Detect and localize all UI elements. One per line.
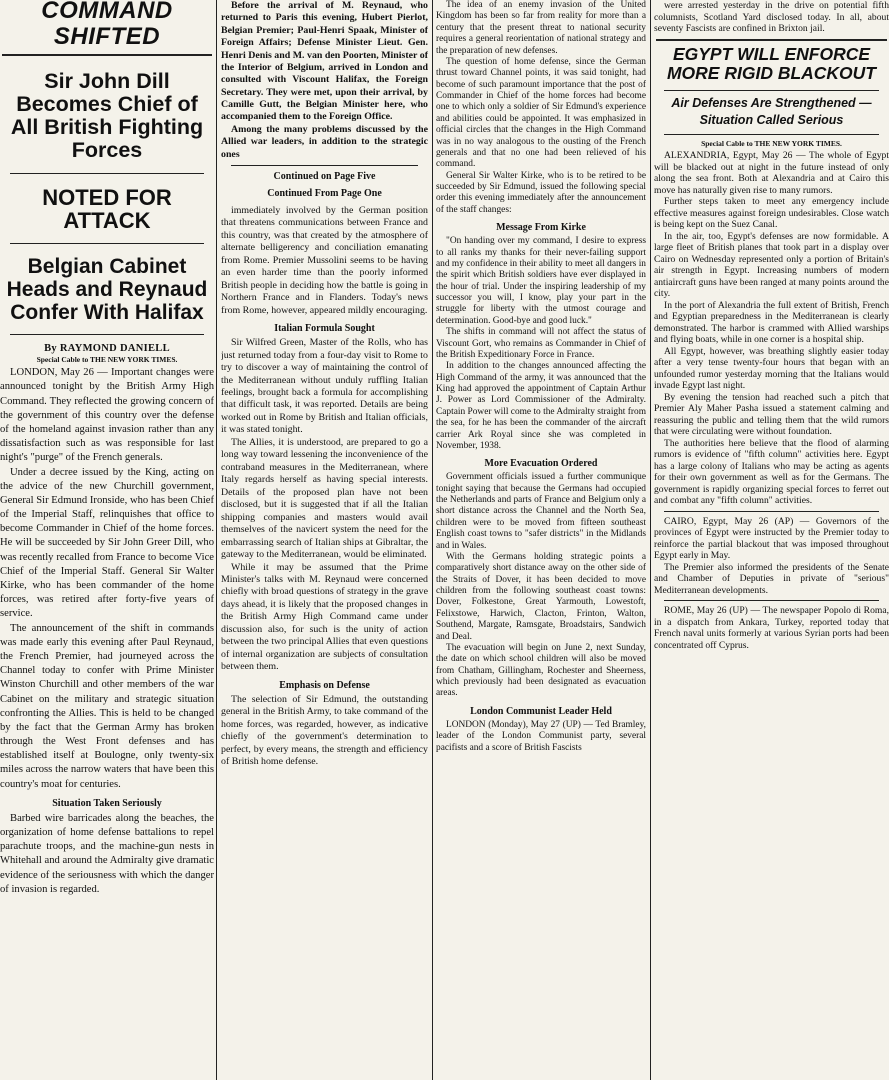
subhead: More Evacuation Ordered (484, 458, 598, 470)
article-paragraph: LONDON (Monday), May 27 (UP) — Ted Bramley, leader of the London Communist party, several pacifists and a score of British Fascists (436, 719, 646, 753)
deck-headline-2: NOTED FOR ATTACK (42, 184, 172, 234)
byline: By RAYMOND DANIELL (44, 343, 170, 355)
deck-headline-3: Belgian Cabinet Heads and Reynaud Confer With Halifax (6, 255, 208, 324)
article-paragraph: Under a decree issued by the King, acting on the advice of the new Churchill government, General Sir Edmund Ironside, who has been Chief of the Imperial Staff, relinquishes that office to become Commander in Chief of the home forces. He will be succeeded by Sir John Greer Dill, who was recently recalled from France to become Vice Chief of the Imperial Staff. General Sir Walter Kirke, who has been commander of the home forces, was retired after forty-five years of service. (0, 466, 214, 620)
deck-headline-1: Sir John Dill Becomes Chief of All British Fighting Forces (10, 68, 204, 163)
continued-from-label: Continued From Page One (267, 188, 382, 200)
article-paragraph: The idea of an enemy invasion of the United Kingdom has been so far from reality for more than a century that the present threat to national security requires a general reorientation of national strategy and the preparation of new defenses. (436, 0, 646, 56)
article-paragraph: The announcement of the shift in commands was made early this evening after Paul Reynaud, the French Premier, had journeyed across the Channel today to confer with Prime Minister Winston Churchill and other members of the war Cabinet on the military and strategic situation confronting the Allies. This is held to be changed by the fact that the German Army has broken through the West Front defenses and has established itself at Boulogne, only twenty-six miles across the narrow waters that have been this country's moat for centuries. (0, 622, 214, 790)
divider (656, 39, 887, 41)
egypt-deck: Air Defenses Are Strengthened —Situation Called Serious (671, 95, 872, 127)
column-2 (221, 0, 428, 1080)
article-paragraph: Among the many problems discussed by the Allied war leaders, in addition to the strategic ones (221, 123, 428, 160)
article-paragraph: The Allies, it is understood, are prepared to go a long way toward lessening the inconvenience of the contraband measures in the Mediterranean, where Italy regards herself as having special interests. Details of the proposed plan have not been disclosed, but it is suggested that if all the Italian shipping companies and masters would avail themselves of the navicert system the need for the embarrassing search of Italian ships at Gibraltar, the gateway to the Mediterranean, would be eliminated. (221, 436, 428, 561)
article-paragraph: "On handing over my command, I desire to express to all ranks my thanks for their never-failing support and my confidence in their ability to meet all dangers in the spirit which British soldiers have ever displayed in the hour of trial. Under the inspiring leadership of my successor you will, I know, play your part in the struggle for liberty with the utmost courage and determination. Good-bye and good luck." (436, 236, 646, 326)
article-paragraph: In the air, too, Egypt's defenses are now formidable. A large fleet of British planes that took part in a display over Cairo on Wednesday represented only a portion of Britain's air strength in Egypt. Increasing numbers of modern antiaircraft guns have been ranged at many points around the city. (654, 230, 889, 300)
article-paragraph: The authorities here believe that the flood of alarming rumors is evidence of "fifth column" activities here. Egypt has a large colony of Italians who may be acting as agents for their own government as well as for the Germans. The government is rapidly organizing special forces to ferret out and combat any "fifth column" activities. (654, 437, 889, 507)
article-paragraph: immediately involved by the German position that threatens communications between France and this country, was that created by the atmosphere of alternate belligerency and conciliation emanating from Rome. Premier Mussolini seems to be having an even harder time than the poorly informed British people in deciding how the battle is going in Northern France and in Flanders. Today's news from Rome, however, appeared mildly encouraging. (221, 204, 428, 316)
article-paragraph: The shifts in command will not affect the status of Viscount Gort, who remains as Commander in Chief of the British Expeditionary Force in France. (436, 327, 646, 360)
article-paragraph: The Premier also informed the presidents of the Senate and Chamber of Deputies in private of "serious" Mediterranean developments. (654, 561, 889, 596)
article-paragraph: General Sir Walter Kirke, who is to be retired to be succeeded by Sir Edmund, issued the following special order this evening immediately after the announcement of the staff changes: (436, 170, 646, 215)
article-paragraph: ALEXANDRIA, Egypt, May 26 — The whole of Egypt will be blacked out at night in the future instead of only along the sea front. Both at Alexandria and at Cairo this move has naturally given rise to many rumors. (654, 150, 889, 196)
column-rule (432, 0, 433, 1080)
main-headline: COMMAND SHIFTED (41, 0, 173, 50)
article-paragraph: ROME, May 26 (UP) — The newspaper Popolo di Roma, in a dispatch from Ankara, Turkey, reported today that French naval units formerly at various Syrian ports had been concentrated off Cyprus. (654, 605, 889, 651)
article-paragraph: All Egypt, however, was breathing slightly easier today after a very tense twenty-four hours that began with an unfounded rumor yesterday morning that the Italians would invade Egypt last night. (654, 345, 889, 392)
divider (10, 334, 204, 335)
divider (2, 54, 212, 56)
article-paragraph: The question of home defense, since the German thrust toward Channel points, it was said tonight, had become of such paramount importance that the post of Commander in Chief of the home forces had become one to which only a soldier of Sir Edmund's experience and abilities could be appointed. It was emphasized in official circles that the changes in the High Command was in no way analogous to the ousting of the French generals and that no one had been relieved of his command. (436, 56, 646, 170)
article-paragraph: Barbed wire barricades along the beaches, the organization of home defense battalions to repel parachute troops, and the machine-gun nests in Whitehall and around the Admiralty give dramatic evidence of the seriousness with which the danger of invasion is regarded. (0, 812, 214, 895)
egypt-headline: EGYPT WILL ENFORCE MORE RIGID BLACKOUT (666, 43, 877, 84)
article-paragraph: Government officials issued a further communique tonight saying that because the Germans had occupied the Netherlands and parts of France and Belgium only a short distance across the Channel and the North Sea, children were to be moved from fifteen southeast English coast towns to "safer districts" in the Midlands and in Wales. (436, 472, 646, 551)
article-paragraph: LONDON, May 26 — Important changes were announced tonight by the British Army High Command. They reflected the growing concern of the government of this country over the defense of the homeland against invasion rather than any dissatisfaction such as was responsible for last night's "purge" of the French generals. (0, 367, 214, 464)
subhead: Situation Taken Seriously (52, 797, 162, 809)
divider (664, 600, 879, 601)
divider (664, 511, 879, 512)
article-paragraph: Sir Wilfred Green, Master of the Rolls, who has just returned today from a four-day visit to Rome to try to discover a way of maintaining the control of the Mediterranean without unduly ruffling Italian feelings, brought back a formula for accomplishing that difficult task, it was reported. Details are being worked out in Rome by British and Italian officials, it was stated tonight. (221, 337, 428, 436)
continued-on-label: Continued on Page Five (273, 170, 376, 182)
subhead: Emphasis on Defense (279, 679, 370, 691)
subhead: Italian Formula Sought (274, 323, 375, 335)
article-paragraph: The selection of Sir Edmund, the outstanding general in the British Army, to take command of the home forces, was regarded, however, as indicative chiefly of the government's determination to perfect, by every means, the strength and efficiency of British home defense. (221, 693, 428, 768)
column-1 (0, 0, 214, 1080)
column-rule (216, 0, 217, 1080)
divider (231, 165, 418, 166)
article-paragraph: were arrested yesterday in the drive on potential fifth columnists, Scotland Yard disclosed today. In all, about seventy Fascists are confined in Brixton jail. (654, 0, 889, 34)
divider (664, 90, 879, 91)
article-paragraph: The evacuation will begin on June 2, next Sunday, the date on which school children will also be moved from Chatham, Gillingham, Rochester and Sheerness, which previously had been designated as evacuation areas. (436, 642, 646, 699)
wire-credit: Special Cable to THE NEW YORK TIMES. (36, 355, 178, 365)
subhead: Message From Kirke (496, 222, 586, 234)
article-paragraph: Before the arrival of M. Reynaud, who returned to Paris this evening, Hubert Pierlot, Belgian Premier; Paul-Henri Spaak, Minister of Foreign Affairs; Defense Minister Lieut. Gen. Henri Denis and M. van den Poorten, Minister of the Interior of Belgium, arrived in London and consulted with Viscount Halifax, the Foreign Secretary. They were met, upon their arrival, by Camille Gutt, the Belgian Minister here, who accompanied them to the Foreign Office. (221, 0, 428, 123)
article-paragraph: Further steps taken to meet any emergency include effective measures against foreign undesirables. Close watch is being kept on the Suez Canal. (654, 196, 889, 231)
column-3 (436, 0, 646, 1080)
subhead: London Communist Leader Held (470, 705, 612, 717)
divider (10, 173, 204, 174)
wire-credit: Special Cable to THE NEW YORK TIMES. (701, 139, 842, 149)
article-paragraph: While it may be assumed that the Prime Minister's talks with M. Reynaud were concerned chiefly with broad questions of strategy in the grave days ahead, it is likely that the proposed changes in the British Army High Command came under discussion also, for such is the unity of action between the two principal Allies that even questions of internal organization are subjects of consultation between them. (221, 561, 428, 673)
article-paragraph: By evening the tension had reached such a pitch that Premier Aly Maher Pasha issued a statement calming and reassuring the public and telling them that the wild rumors that were circulating were without foundation. (654, 391, 889, 438)
column-rule (650, 0, 651, 1080)
divider (664, 134, 879, 135)
column-4 (654, 0, 889, 1080)
article-paragraph: In addition to the changes announced affecting the High Command of the army, it was announced that the King had approved the appointment of Captain Arthur J. Power as Lord Commissioner of the Admiralty. Captain Power will come to the Admiralty straight from the sea, for he has been the commander of the aircraft carrier Ark Royal since she was completed in November, 1938. (436, 361, 646, 451)
article-paragraph: In the port of Alexandria the full extent of British, French and Egyptian preparedness in the Mediterranean is clearly demonstrated. The harbor is crammed with Allied warships and flying boats, while in one corner is a hospital ship. (654, 299, 889, 346)
divider (10, 243, 204, 244)
article-paragraph: With the Germans holding strategic points a comparatively short distance away on the other side of the Straits of Dover, it has been decided to move children from the following southeast coast towns: Dover, Folkestone, Great Yarmouth, Lowestoft, Felixstowe, Harwich, Clacton, Frinton, Walton, Southend, Margate, Ramsgate, Broadstairs, Sandwich and Deal. (436, 551, 646, 642)
article-paragraph: CAIRO, Egypt, May 26 (AP) — Governors of the provinces of Egypt were instructed by the Premier today to reinforce the partial blackout that was imposed throughout Egypt early in May. (654, 515, 889, 562)
